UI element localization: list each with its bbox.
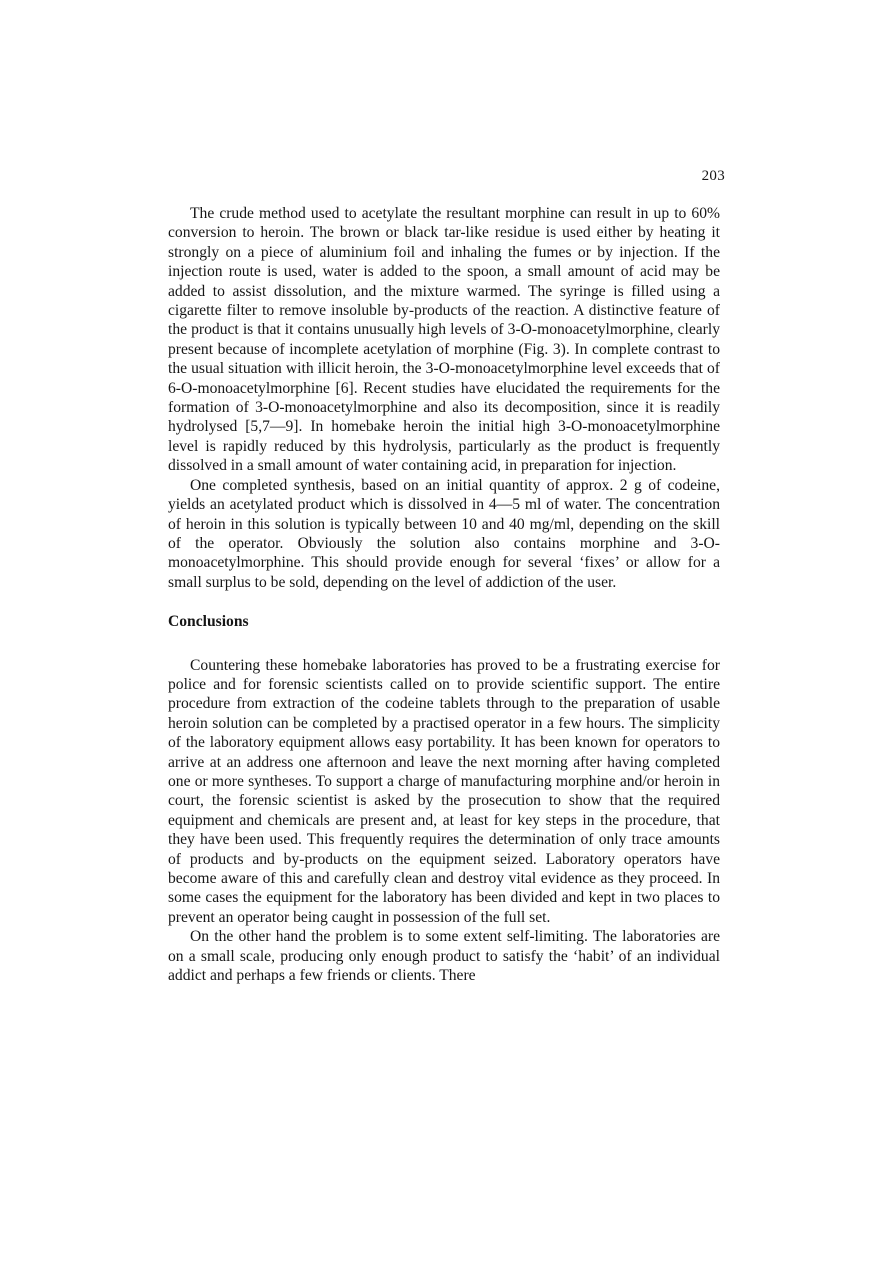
paragraph-synthesis-yield: One completed synthesis, based on an initial quantity of approx. 2 g of codeine, yields an acetylated product which is dissolved in 4—5 ml of water. The concentration of heroin in this solution is typically between 10 and 40 mg/ml, depending on the skill of the operator. Obviously the solution also contains morphine and 3-O-monoacetylmorphine. This should provide enough for several ‘fixes’ or allow for a small surplus to be sold, depending on the level of addiction of the user.: [168, 476, 720, 591]
paragraph-self-limiting: On the other hand the problem is to some extent self-limiting. The laboratories are on a small scale, producing only enough product to satisfy the ‘habit’ of an individual addict and perhaps a few friends or clients. There: [168, 928, 720, 985]
paragraph-acetylation: The crude method used to acetylate the resultant morphine can result in up to 60% conversion to heroin. The brown or black tar-like residue is used either by heating it strongly on a piece of aluminium foil and inhaling the fumes or by injection. If the injection route is used, water is added to the spoon, a small amount of acid may be added to assist dissolution, and the mixture warmed. The syringe is filled using a cigarette filter to remove insoluble by-products of the reaction. A distinctive feature of the product is that it contains unusually high levels of 3-O-monoacetylmorphine, clearly present because of incomplete acetylation of morphine (Fig. 3). In complete contrast to the usual situation with illicit heroin, the 3-O-monoacetylmorphine level exceeds that of 6-O-monoacetylmorphine [6]. Recent studies have elucidated the requirements for the formation of 3-O-monoacetylmorphine and also its decomposition, since it is readily hydrolysed [5,7—9]. In homebake heroin the initial high 3-O-monoacetylmorphine level is rapidly reduced by this hydrolysis, particularly as the product is frequently dissolved in a small amount of water containing acid, in preparation for injection.: [168, 205, 720, 475]
article-body: [168, 204, 720, 985]
section-heading-conclusions: Conclusions: [168, 613, 249, 631]
page-number: 203: [701, 168, 725, 184]
paragraph-countering-labs: Countering these homebake laboratories has proved to be a frustrating exercise for police and for forensic scientists called on to provide scientific support. The entire procedure from extraction of the codeine tablets through to the preparation of usable heroin solution can be completed by a practised operator in a few hours. The simplicity of the laboratory equipment allows easy portability. It has been known for operators to arrive at an address one afternoon and leave the next morning after having completed one or more syntheses. To support a charge of manufacturing morphine and/or heroin in court, the forensic scientist is asked by the prosecution to show that the required equipment and chemicals are present and, at least for key steps in the procedure, that they have been used. This frequently requires the determination of only trace amounts of products and by-products on the equipment seized. Laboratory operators have become aware of this and carefully clean and destroy vital evidence as they proceed. In some cases the equipment for the laboratory has been divided and kept in two places to prevent an operator being caught in possession of the full set.: [168, 656, 720, 926]
